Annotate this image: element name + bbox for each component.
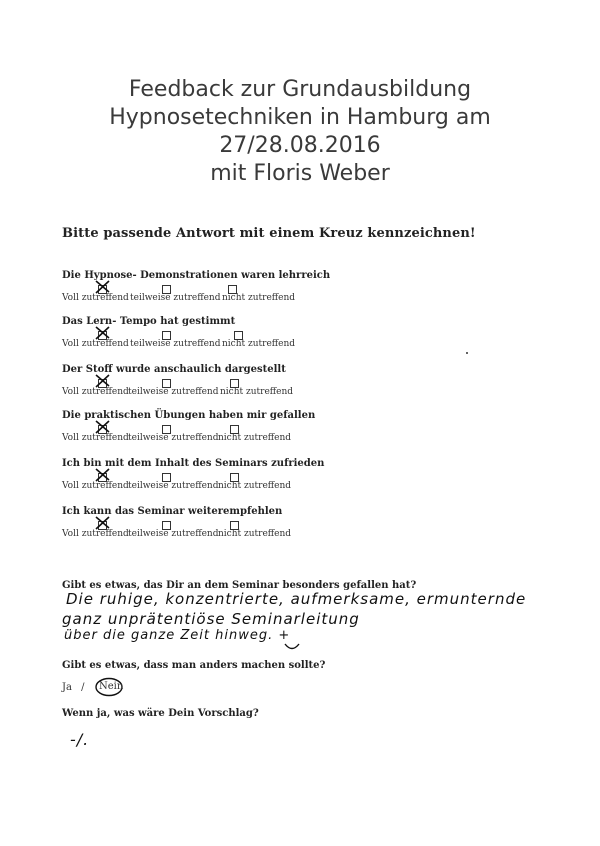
question-label: Die praktischen Übungen haben mir gefallen	[62, 410, 316, 421]
question-block	[62, 410, 362, 447]
ja-option[interactable]	[62, 682, 85, 693]
option-row	[62, 517, 362, 543]
separator: /	[81, 682, 85, 693]
question-block	[62, 506, 362, 543]
option-label: nicht zutreffend	[222, 293, 296, 303]
form-title	[0, 76, 600, 188]
handwritten-answer-line-2[interactable]: ganz unprätentiöse Seminarleitung	[62, 610, 360, 628]
nein-label: Nein	[99, 681, 124, 692]
title-line-3: 27/28.08.2016	[219, 133, 381, 158]
question-block	[62, 316, 362, 353]
question-block	[62, 270, 362, 307]
option-row	[62, 469, 362, 495]
option-row	[62, 327, 362, 353]
smiley-icon	[282, 640, 302, 654]
option-row	[62, 421, 362, 447]
option-label: Voll zutreffend	[62, 387, 129, 397]
option-label: Voll zutreffend	[62, 529, 129, 539]
title-line-2: Hypnosetechniken in Hamburg am	[109, 105, 491, 130]
question-label: Ich kann das Seminar weiterempfehlen	[62, 506, 283, 517]
option-label: teilweise zutreffend	[130, 293, 221, 303]
option-label: teilweise zutreffend	[128, 481, 219, 491]
handwritten-answer-line-1[interactable]: Die ruhige, konzentrierte, aufmerksame, ermunternde	[66, 590, 527, 608]
question-block	[62, 364, 362, 401]
option-label: Voll zutreffend	[62, 433, 129, 443]
open-question-liked: Gibt es etwas, das Dir an dem Seminar besonders gefallen hat?	[62, 580, 417, 591]
option-label: teilweise zutreffend	[128, 529, 219, 539]
option-row	[62, 375, 362, 401]
instruction-text: Bitte passende Antwort mit einem Kreuz kennzeichnen!	[62, 226, 476, 241]
title-line-4: mit Floris Weber	[210, 161, 390, 186]
option-label: nicht zutreffend	[220, 387, 294, 397]
question-label: Ich bin mit dem Inhalt des Seminars zufrieden	[62, 458, 325, 469]
handwritten-answer-suggestion[interactable]: -/.	[70, 730, 90, 749]
option-label: nicht zutreffend	[218, 433, 292, 443]
option-label: Voll zutreffend	[62, 481, 129, 491]
option-label: teilweise zutreffend	[130, 339, 221, 349]
question-label: Das Lern- Tempo hat gestimmt	[62, 316, 236, 327]
scan-speck	[466, 352, 468, 354]
open-question-suggestion: Wenn ja, was wäre Dein Vorschlag?	[62, 708, 259, 719]
title-line-1: Feedback zur Grundausbildung	[128, 77, 472, 102]
handwritten-answer-line-3[interactable]: über die ganze Zeit hinweg. +	[64, 628, 291, 643]
option-label: nicht zutreffend	[218, 481, 292, 491]
option-label: teilweise zutreffend	[128, 387, 219, 397]
option-label: nicht zutreffend	[222, 339, 296, 349]
question-block	[62, 458, 362, 495]
open-question-change: Gibt es etwas, dass man anders machen sollte?	[62, 660, 326, 671]
nein-option[interactable]	[94, 677, 124, 697]
question-label: Der Stoff wurde anschaulich dargestellt	[62, 364, 286, 375]
option-row	[62, 281, 362, 307]
option-label: Voll zutreffend	[62, 339, 129, 349]
option-label: teilweise zutreffend	[128, 433, 219, 443]
ja-label: Ja	[62, 682, 72, 693]
option-label: nicht zutreffend	[218, 529, 292, 539]
question-label: Die Hypnose- Demonstrationen waren lehrreich	[62, 270, 331, 281]
option-label: Voll zutreffend	[62, 293, 129, 303]
